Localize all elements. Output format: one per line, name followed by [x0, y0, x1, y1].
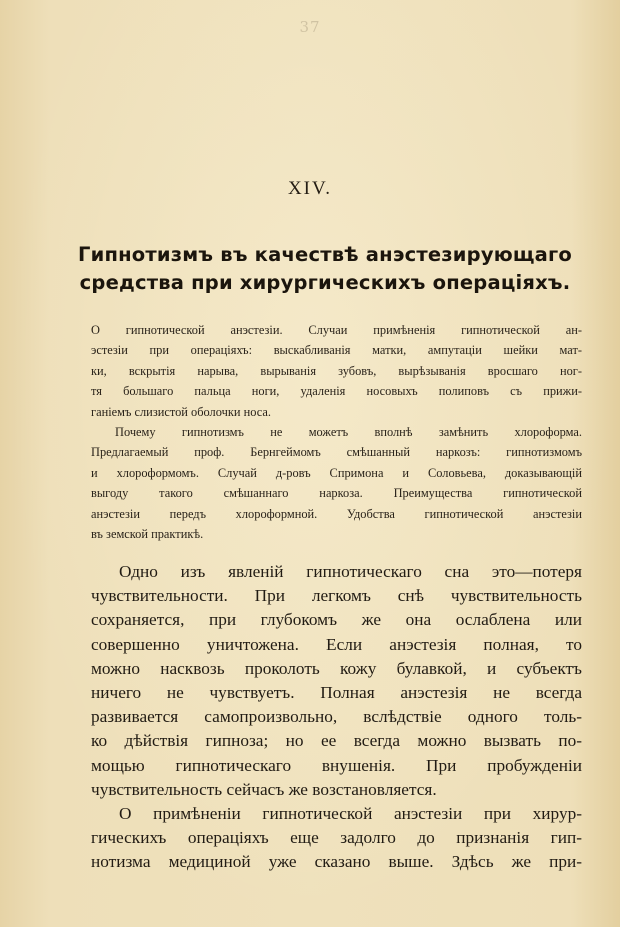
body-line: развивается самопроизвольно, вслѣдствіе одного толь-	[91, 707, 582, 727]
body-line: совершенно уничтожена. Если анэстезія полная, то	[91, 634, 582, 654]
summary-line: выгоду такого смѣшаннаго наркоза. Преимущества гипнотической	[91, 486, 582, 501]
body-line: ко дѣйствія гипноза; но ее всегда можно вызвать по-	[91, 731, 582, 751]
summary-line: въ земской практикѣ.	[91, 527, 204, 542]
body-line: мощью гипнотическаго внушенія. При пробужденіи	[91, 755, 582, 775]
body-text	[91, 560, 582, 875]
summary-line: О гипнотической анэстезіи. Случаи примѣненія гипнотической ан-	[91, 323, 582, 337]
chapter-summary	[91, 320, 582, 544]
body-line: можно насквозь проколоть кожу булавкой, и субъектъ	[91, 658, 582, 678]
summary-line: ганіемъ слизистой оболочки носа.	[91, 404, 271, 419]
summary-line: Предлагаемый проф. Бернгеймомъ смѣшанный наркозъ: гипнотизмомъ	[91, 445, 582, 460]
chapter-title	[70, 241, 580, 297]
summary-line: Почему гипнотизмъ не можетъ вполнѣ замѣнить хлороформа.	[115, 425, 582, 440]
body-line: гическихъ операціяхъ еще задолго до признанія гип-	[91, 828, 582, 848]
summary-line: анэстезіи передъ хлороформной. Удобства гипнотической анэстезіи	[91, 506, 582, 521]
summary-line: тя большаго пальца ноги, удаленія носовыхъ полиповъ съ прижи-	[91, 384, 582, 399]
chapter-title-line: средства при хирургическихъ операціяхъ.	[79, 271, 571, 294]
chapter-title-line: Гипнотизмъ въ качествѣ анэстезирующаго	[77, 243, 573, 266]
page-number: 37	[299, 18, 321, 36]
body-line: нотизма медициной уже сказано выше. Здѣсь же при-	[91, 852, 582, 872]
summary-line: ки, вскрытія нарыва, вырыванія зубовъ, вырѣзыванія вросшаго ног-	[91, 363, 582, 378]
body-line: чувствительности. При легкомъ снѣ чувствительность	[91, 586, 582, 606]
body-line: ничего не чувствуетъ. Полная анэстезія не всегда	[91, 683, 582, 703]
body-line: сохраняется, при глубокомъ же она ослаблена или	[91, 610, 582, 630]
body-line: Одно изъ явленій гипнотическаго сна это—потеря	[119, 562, 582, 581]
summary-line: и хлороформомъ. Случай д-ровъ Спримона и Соловьева, доказывающій	[91, 465, 582, 480]
body-line: чувствительность сейчасъ же возстановляется.	[91, 779, 437, 799]
chapter-number: XIV.	[287, 178, 333, 199]
body-line: О примѣненіи гипнотической анэстезіи при хирур-	[119, 804, 582, 824]
summary-line: эстезіи при операціяхъ: выскабливанія матки, ампутаціи шейки мат-	[91, 343, 582, 358]
